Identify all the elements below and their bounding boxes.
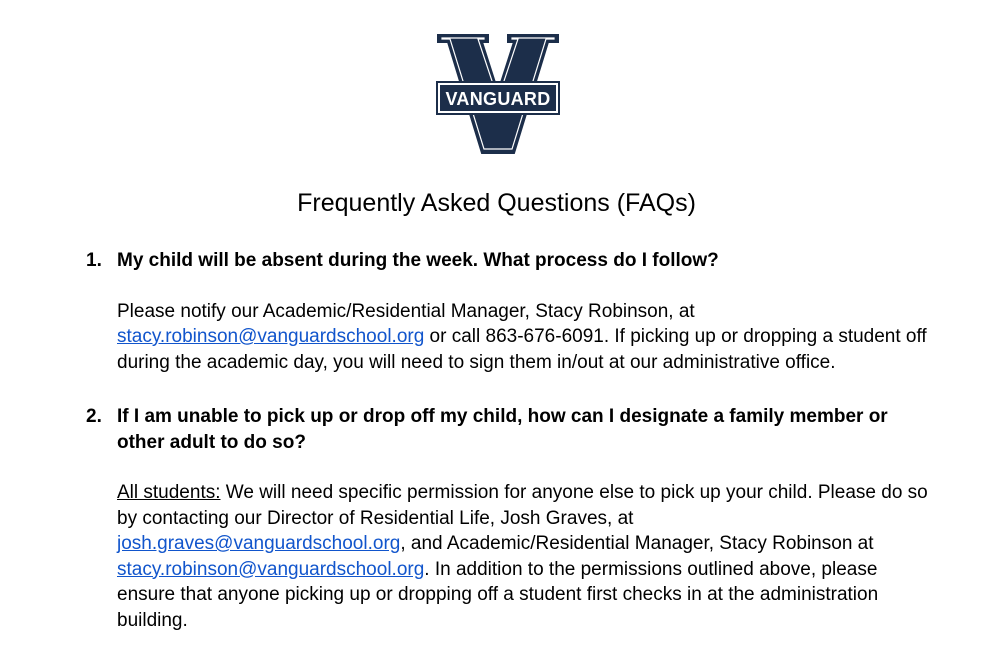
page-title: Frequently Asked Questions (FAQs) bbox=[297, 189, 696, 217]
all-students-label: All students: bbox=[117, 482, 221, 503]
faq-answer-1-paragraph bbox=[117, 299, 936, 376]
logo-text: VANGUARD bbox=[445, 89, 551, 109]
faq-question-2 bbox=[86, 404, 936, 455]
faq-answer-1 bbox=[117, 299, 936, 376]
faq-item-1 bbox=[86, 248, 936, 375]
email-link-stacy-robinson-2[interactable]: stacy.robinson@vanguardschool.org bbox=[117, 558, 425, 580]
faq-answer-2 bbox=[117, 480, 936, 633]
faq-question-1 bbox=[86, 248, 936, 274]
faq-answer-1-body: or call 863-676-6091. If picking up or dropping a student off during the academic day, you will need to sign them in/out at our administrative office. bbox=[117, 326, 927, 373]
vanguard-logo bbox=[436, 32, 560, 156]
faq-question-text-1: My child will be absent during the week. What process do I follow? bbox=[117, 250, 719, 271]
email-link-josh-graves[interactable]: josh.graves@vanguardschool.org bbox=[117, 533, 401, 554]
faq-question-text-2: If I am unable to pick up or drop off my child, how can I designate a family member or other adult to do so? bbox=[117, 406, 888, 453]
faq-number-1: 1. bbox=[86, 250, 102, 271]
faq-answer-2-part1: We will need specific permission for anyone else to pick up your child. Please do so by contacting our Director of Residential Life, Josh Graves, at bbox=[117, 482, 928, 529]
faq-answer-2-part2: , and Academic/Residential Manager, Stacy Robinson at bbox=[400, 533, 874, 554]
faq-answer-2-part3: . In addition to the permissions outlined above, please ensure that anyone picking up or dropping off a student first checks in at the administration building. bbox=[117, 558, 879, 631]
email-link-stacy-robinson[interactable]: stacy.robinson@vanguardschool.org bbox=[117, 326, 425, 347]
faq-answer-1-intro: Please notify our Academic/Residential Manager, Stacy Robinson, at bbox=[117, 300, 695, 322]
faq-number-2: 2. bbox=[86, 406, 102, 427]
faq-item-2 bbox=[86, 404, 936, 633]
faq-answer-2-paragraph bbox=[117, 480, 936, 633]
